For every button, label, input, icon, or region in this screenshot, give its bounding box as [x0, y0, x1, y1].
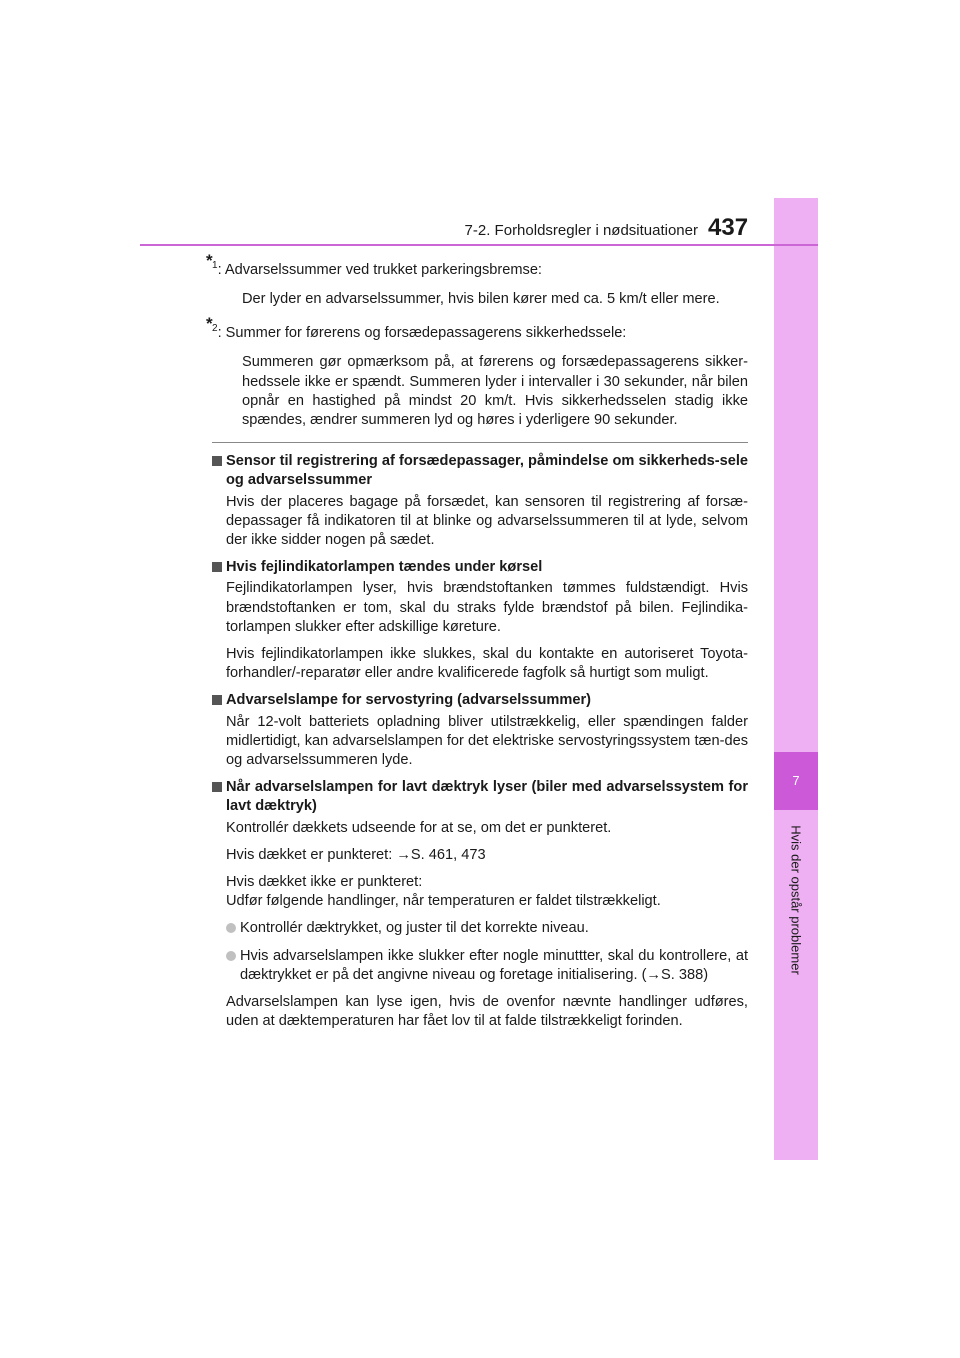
- footnote-mark: 2: [212, 323, 218, 335]
- list-item-text: Kontrollér dæktrykket, og juster til det korrekte niveau.: [240, 920, 589, 937]
- section-title: Sensor til registrering af forsædepassager, påmindelse om sikkerheds-sele og advarselssummer: [226, 453, 748, 489]
- list-item-text: Hvis advarselslampen ikke slukker efter nogle minuttter, skal du kontrollere, at dæktrykket er på det angivne niveau og foretage initialisering. (→S. 388): [240, 947, 748, 983]
- section-title: Når advarselslampen for lavt dæktryk lyser (biler med advarselssystem for lavt dæktryk): [226, 779, 748, 815]
- section-seat-sensor: [212, 452, 748, 550]
- paragraph: Kontrollér dækkets udseende for at se, om det er punkteret.: [226, 819, 612, 836]
- section-malfunction-lamp: [212, 558, 748, 683]
- paragraph: Når 12-volt batteriets opladning bliver utilstrækkelig, eller spændingen falder midlertidigt, kan advarselslampen for det elektriske servostyringssystem tæn-des og advarselssummeren lyde.: [226, 713, 748, 768]
- section-power-steering: [212, 691, 748, 770]
- footnote-mark: 1: [212, 260, 218, 271]
- page-number: 437: [708, 214, 749, 241]
- paragraph: Hvis dækket ikke er punkteret:: [226, 874, 423, 890]
- square-bullet-icon: [212, 695, 222, 705]
- page-content: [206, 251, 748, 1031]
- paragraph: Advarselslampen kan lyse igen, hvis de ovenfor nævnte handlinger udføres, uden at dæktemperaturen har fået lov til at falde tilstrækkeligt forinden.: [226, 994, 748, 1030]
- chapter-number: 7: [792, 773, 800, 788]
- paragraph: Hvis fejlindikatorlampen ikke slukkes, skal du kontakte en autoriseret Toyota-forhandler/-reparatør eller andre kvalificerede fagfolk så hurtigt som muligt.: [226, 645, 748, 682]
- footnote-body: Der lyder en advarselssummer, hvis bilen kører med ca. 5 km/t eller mere.: [242, 291, 720, 308]
- page-reference: Hvis dækket er punkteret: →S. 461, 473: [226, 846, 486, 863]
- paragraph: Fejlindikatorlampen lyser, hvis brændstoftanken tømmes fuldstændigt. Hvis brændstoftanken er tom, skal du straks fylde brændstof på bilen. Fejlindika-torlampen slukker efter adskillige køreture.: [226, 580, 748, 635]
- asterisk-icon: *: [206, 251, 213, 270]
- paragraph: Udfør følgende handlinger, når temperaturen er faldet tilstrækkeligt.: [226, 893, 661, 910]
- section-tire-pressure: [212, 778, 748, 1031]
- square-bullet-icon: [212, 456, 222, 466]
- footnote-2: [206, 314, 748, 343]
- square-bullet-icon: [212, 562, 222, 572]
- section-divider: [212, 442, 748, 443]
- chapter-side-tab: [774, 198, 818, 1160]
- square-bullet-icon: [212, 782, 222, 792]
- footnote-title: : Summer for førerens og forsædepassagerens sikkerhedssele:: [217, 325, 627, 342]
- list-item: [226, 947, 748, 985]
- paragraph: Hvis der placeres bagage på forsædet, kan sensoren til registrering af forsæ-depassager få indikatoren til at blinke og advarselssummeren til at lyde, selvom der ikke sidder nogen på sædet.: [226, 493, 748, 548]
- footnote-title: : Advarselssummer ved trukket parkeringsbremse:: [217, 261, 542, 278]
- footnote-1: [206, 251, 748, 280]
- footnote-body: Summeren gør opmærksom på, at førerens og forsædepassagerens sikker-hedssele ikke er spændt. Summeren lyder i intervaller i 30 sekunder, når bilen opnår en hastighed på mindst 20 km/t. Hvis sikkerhedsselen stadig ikke spændes, ændrer summeren lyd og høres i yderligere 90 sekunder.: [242, 354, 748, 428]
- section-title: Hvis fejlindikatorlampen tændes under kørsel: [226, 559, 543, 576]
- header-divider: [140, 244, 818, 246]
- chapter-label: Hvis der opstår problemer: [788, 825, 804, 975]
- asterisk-icon: *: [206, 314, 213, 334]
- list-item: [226, 919, 748, 938]
- round-bullet-icon: [226, 923, 236, 933]
- section-title: Advarselslampe for servostyring (advarselssummer): [226, 692, 592, 709]
- round-bullet-icon: [226, 951, 236, 961]
- section-header: 7-2. Forholdsregler i nødsituationer: [464, 222, 698, 239]
